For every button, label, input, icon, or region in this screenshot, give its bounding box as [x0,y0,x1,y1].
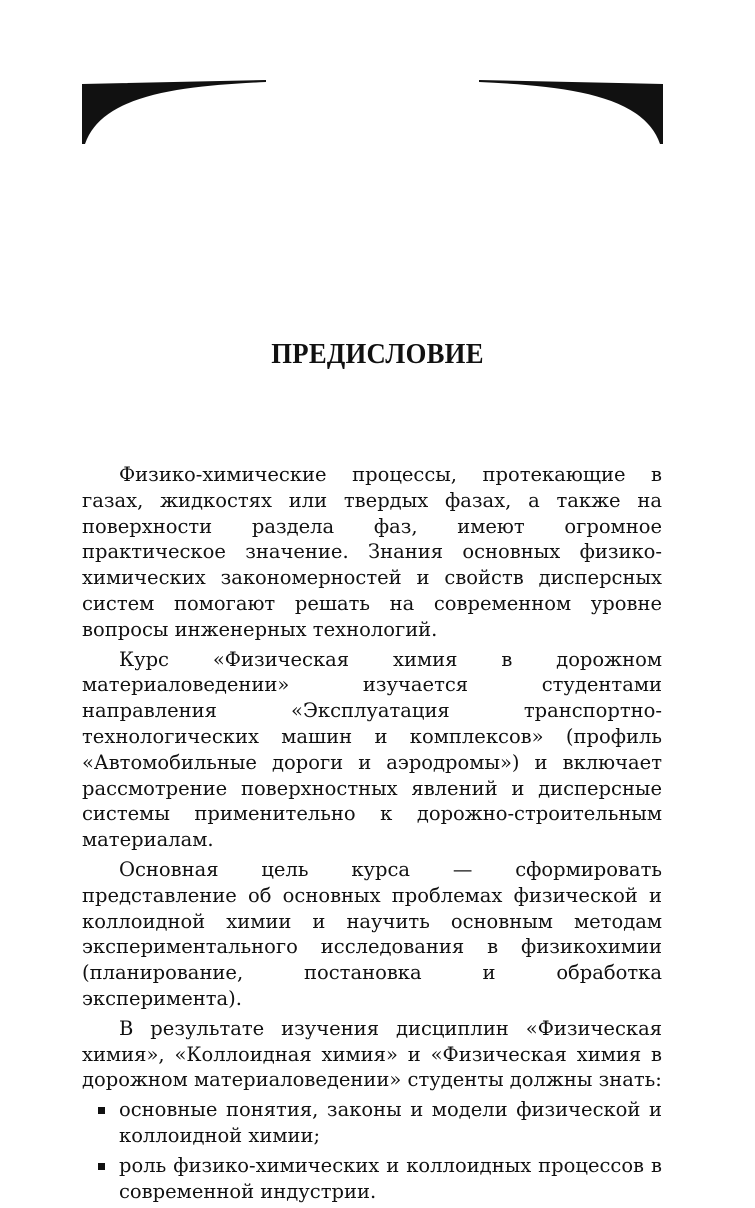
bullet-list [82,1097,662,1204]
list-item [82,1153,662,1205]
corner-ornament-right [479,80,663,144]
paragraph-2: Курс «Физическая химия в дорожном материаловедении» изучается студентами направления «Эксплуатация транспортно-технологических машин и комплексов» (профиль «Автомобильные дороги и аэродромы») и включает рассмотрение поверхностных явлений и дисперсные системы применительно к дорожно-строительным материалам. [82,647,662,852]
corner-ornament-left [82,80,266,144]
list-item-text: роль физико-химических и коллоидных процессов в современной индустрии. [119,1153,662,1203]
list-item-text: основные понятия, законы и модели физической и коллоидной химии; [119,1098,662,1147]
paragraph-4: В результате изучения дисциплин «Физическая химия», «Коллоидная химия» и «Физическая химия в дорожном материаловедении» студенты должны знать: [82,1016,662,1092]
paragraph-1: Физико-химические процессы, протекающие в газах, жидкостях или твердых фазах, а также на поверхности раздела фаз, имеют огромное практическое значение. Знания основных физико-химических закономерностей и свойств дисперсных систем помогают решать на современном уровне вопросы инженерных технологий. [82,463,662,641]
list-item [82,1097,662,1149]
paragraph-3: Основная цель курса — сформировать представление об основных проблемах физической и коллоидной химии и научить основным методам экспериментального исследования в физикохимии (планирование, постановка и обработка эксперимента). [82,857,662,1010]
body-text [82,462,662,1208]
page-title: ПРЕДИСЛОВИЕ [271,338,484,370]
square-bullet-icon [98,1163,105,1170]
square-bullet-icon [98,1107,105,1114]
